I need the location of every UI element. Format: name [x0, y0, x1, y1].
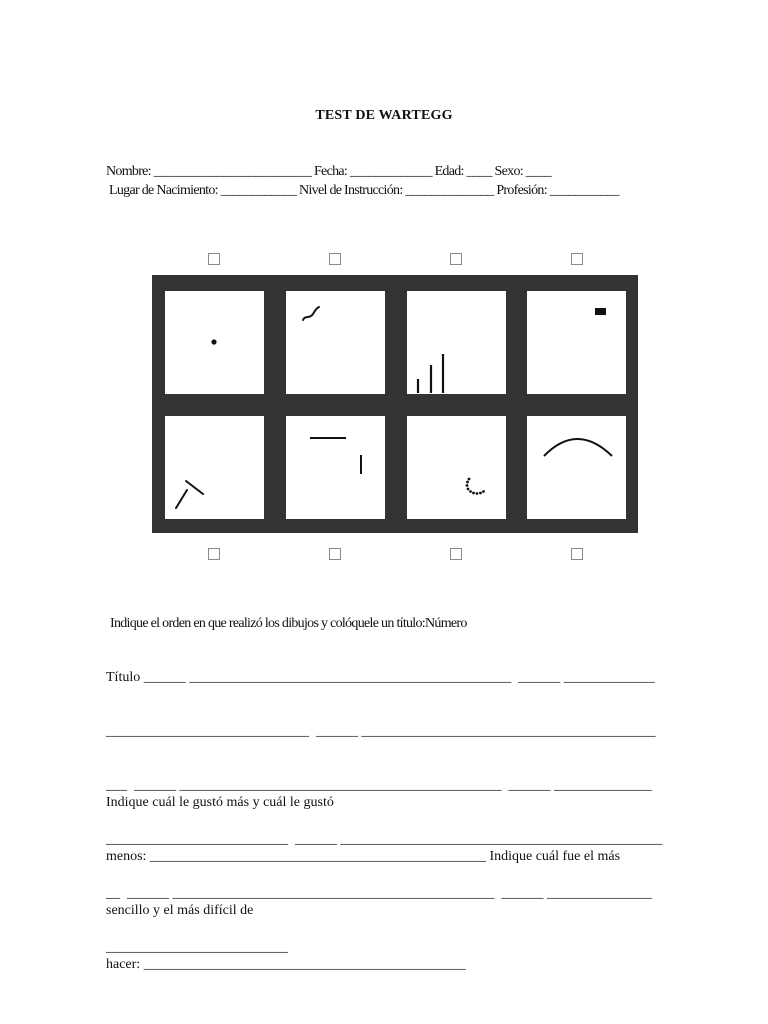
- drawing-field-7[interactable]: [407, 416, 506, 519]
- drawing-field-8[interactable]: [527, 416, 626, 519]
- arc-stimulus: [527, 416, 626, 519]
- wartegg-grid: [152, 275, 638, 533]
- ascending-bars-stimulus: [407, 291, 506, 394]
- drawing-field-3[interactable]: [407, 291, 506, 394]
- title-line-3[interactable]: ___ ______ ______________________________________________ ______ ______________: [106, 778, 652, 793]
- personal-data-line[interactable]: Nombre: _________________________ Fecha: _____________ Edad: ____ Sexo: ____: [106, 164, 551, 179]
- order-checkbox-bottom-1[interactable]: [208, 548, 220, 560]
- drawing-field-5[interactable]: [165, 416, 264, 519]
- order-checkbox-top-1[interactable]: [208, 253, 220, 265]
- black-square-stimulus: [527, 291, 626, 394]
- order-checkbox-bottom-4[interactable]: [571, 548, 583, 560]
- order-checkbox-top-2[interactable]: [329, 253, 341, 265]
- order-checkbox-bottom-3[interactable]: [450, 548, 462, 560]
- dot-stimulus: [165, 291, 264, 394]
- order-checkbox-top-4[interactable]: [571, 253, 583, 265]
- diagonal-lines-stimulus: [165, 416, 264, 519]
- page-title: TEST DE WARTEGG: [315, 108, 453, 123]
- background-data-line[interactable]: Lugar de Nacimiento: ____________ Nivel de Instrucción: ______________ Profesión: ___________: [109, 183, 619, 198]
- perpendicular-lines-stimulus: [286, 416, 385, 519]
- drawing-field-4[interactable]: [527, 291, 626, 394]
- wavy-line-stimulus: [286, 291, 385, 394]
- title-line-2[interactable]: _____________________________ ______ __________________________________________: [106, 724, 656, 739]
- title-line-4[interactable]: __________________________ ______ ______________________________________________: [106, 832, 663, 847]
- title-line-5[interactable]: __ ______ ______________________________________________ ______ _______________: [106, 886, 652, 901]
- question-line-4[interactable]: hacer: ______________________________________________: [106, 957, 466, 972]
- order-instructions: Indique el orden en que realizó los dibujos y colóquele un título:Número: [110, 616, 467, 631]
- title-line-1[interactable]: Título ______ ______________________________________________ ______ _____________: [106, 670, 655, 685]
- preference-questions: [106, 758, 620, 992]
- title-line-6[interactable]: __________________________: [106, 940, 288, 955]
- drawing-field-2[interactable]: [286, 291, 385, 394]
- drawing-field-6[interactable]: [286, 416, 385, 519]
- dotted-semicircle-stimulus: [407, 416, 506, 519]
- drawing-field-1[interactable]: [165, 291, 264, 394]
- question-line-2[interactable]: menos: ________________________________________________ Indique cuál fue el más: [106, 849, 621, 864]
- question-line-1: Indique cuál le gustó más y cuál le gustó: [106, 795, 334, 810]
- order-checkbox-top-3[interactable]: [450, 253, 462, 265]
- order-checkbox-bottom-2[interactable]: [329, 548, 341, 560]
- question-line-3: sencillo y el más difícil de: [106, 903, 254, 918]
